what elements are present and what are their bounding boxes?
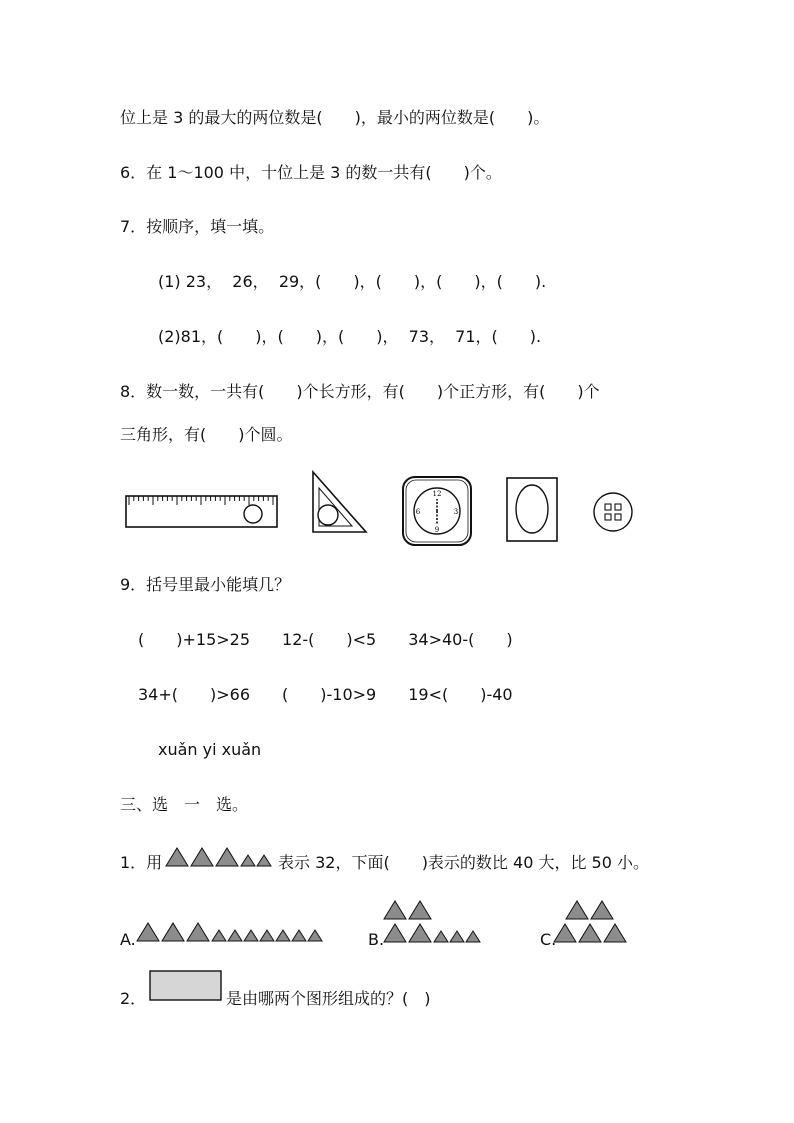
small-triangle: [466, 931, 480, 942]
small-triangle: [308, 930, 322, 941]
question-8-line-2: 三角形，有( )个圆。: [120, 425, 293, 444]
question-7-part-1: (1) 23， 26， 29，( )，( )，( )，( ).: [158, 272, 547, 291]
option-b-triangles: [383, 899, 483, 945]
small-triangle: [241, 855, 255, 866]
gray-rectangle-figure: [149, 970, 223, 1002]
big-triangle: [137, 923, 159, 941]
small-triangle: [212, 930, 226, 941]
clock-figure: [401, 475, 473, 547]
big-triangle: [384, 924, 406, 942]
set-square-figure: [310, 470, 370, 535]
question-7: 7．按顺序，填一填。: [120, 217, 275, 236]
big-triangle: [604, 924, 626, 942]
small-triangle: [260, 930, 274, 941]
small-triangle: [257, 855, 271, 866]
question-9: 9．括号里最小能填几？: [120, 575, 291, 594]
big-triangle: [554, 924, 576, 942]
frame-figure: [506, 477, 560, 543]
section-3-heading: 三、选 一 选。: [120, 795, 249, 814]
small-triangle: [228, 930, 242, 941]
big-triangle: [409, 924, 431, 942]
option-b-label: B.: [368, 930, 385, 949]
question-7-part-2: (2)81，( )，( )，( )， 73， 71，( ).: [158, 327, 542, 346]
question-8-line-1: 8．数一数，一共有( )个长方形，有( )个正方形，有( )个: [120, 382, 600, 401]
big-triangle: [384, 901, 406, 919]
big-triangle: [591, 901, 613, 919]
button-figure: [592, 491, 634, 533]
choice-1-text: 表示 32，下面( )表示的数比 40 大，比 50 小。: [278, 853, 649, 872]
big-triangle: [187, 923, 209, 941]
option-c-label: C.: [540, 930, 557, 949]
big-triangle: [191, 848, 213, 866]
small-triangle: [450, 931, 464, 942]
question-6: 6．在 1～100 中，十位上是 3 的数一共有( )个。: [120, 163, 502, 182]
option-a-triangles: [136, 920, 306, 944]
choice-2-text: 是由哪两个图形组成的？( ): [226, 989, 431, 1008]
big-triangle: [216, 848, 238, 866]
choice-2-number: 2．: [120, 989, 147, 1008]
ruler-figure: [125, 493, 280, 529]
question-5-continued: 位上是 3 的最大的两位数是( )，最小的两位数是( )。: [120, 108, 550, 127]
big-triangle: [166, 848, 188, 866]
option-a-label: A.: [120, 930, 136, 949]
question-9-row-2: 34+( )>66 ( )-10>9 19<( )-40: [138, 685, 513, 704]
pinyin-heading: xuǎn yi xuǎn: [158, 740, 262, 759]
big-triangle: [579, 924, 601, 942]
small-triangle: [292, 930, 306, 941]
small-triangle: [244, 930, 258, 941]
clock-label-12: 12: [432, 490, 442, 498]
big-triangle: [162, 923, 184, 941]
choice-1-prefix: 1．用: [120, 853, 163, 872]
small-triangle: [434, 931, 448, 942]
small-triangle: [276, 930, 290, 941]
triangles-example: [165, 844, 277, 868]
clock-label-9: 9: [434, 526, 440, 534]
option-c-triangles: [554, 899, 629, 945]
question-9-row-1: ( )+15>25 12-( )<5 34>40-( ): [138, 630, 513, 649]
clock-label-3: 3: [453, 508, 459, 516]
big-triangle: [566, 901, 588, 919]
big-triangle: [409, 901, 431, 919]
clock-label-6: 6: [415, 508, 421, 516]
